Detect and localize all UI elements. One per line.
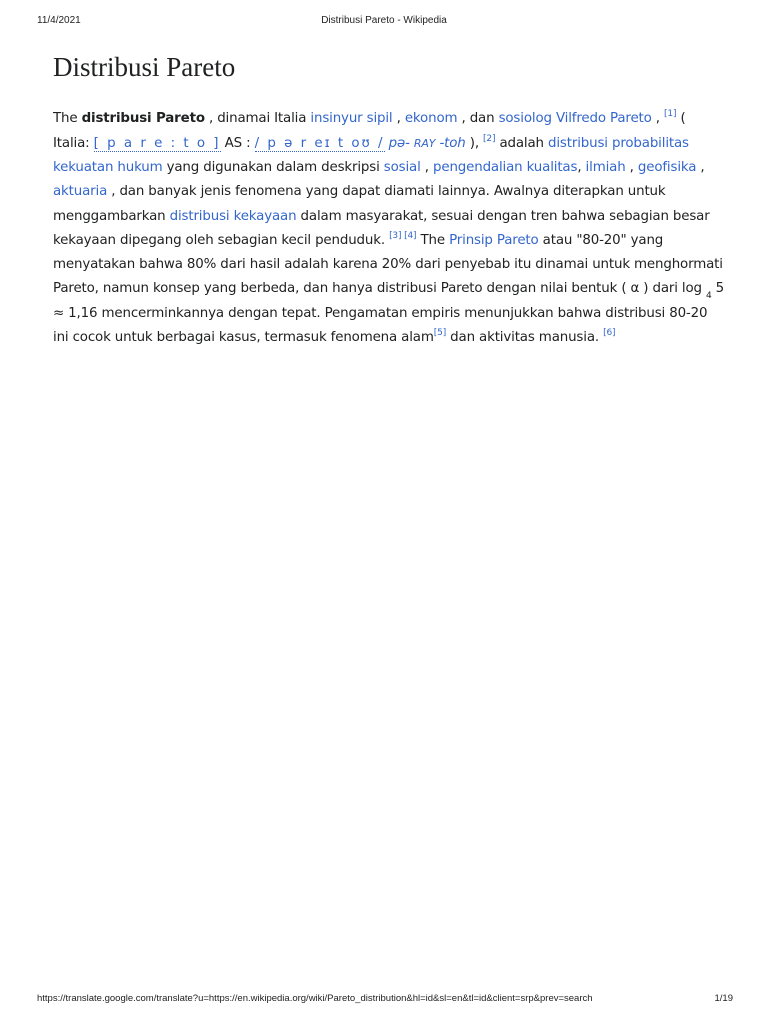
respelling xyxy=(385,136,466,151)
text: , xyxy=(625,159,638,175)
text: , xyxy=(651,111,665,127)
ipa-italian[interactable]: [ p a r e : t o ] xyxy=(93,135,221,151)
link-ilmiah[interactable]: ilmiah xyxy=(585,159,626,175)
link-sosiolog[interactable]: sosiolog xyxy=(498,111,552,127)
bold-term: distribusi Pareto xyxy=(81,111,205,127)
ref-link-2[interactable]: [2] xyxy=(483,133,496,144)
link-distribusi-probabilitas-kekuatan-hukum[interactable]: distribusi probabilitas kekuatan hukum xyxy=(53,135,689,175)
text: AS : xyxy=(220,135,255,151)
text: The xyxy=(53,111,82,127)
text: adalah xyxy=(495,135,548,151)
respelling-part: pə- xyxy=(384,135,414,151)
link-insinyur-sipil[interactable]: insinyur sipil xyxy=(310,111,393,127)
ipa-us[interactable]: / p ə r eɪ t oʊ / xyxy=(254,135,385,151)
link-geofisika[interactable]: geofisika xyxy=(637,159,697,175)
text: , xyxy=(420,159,434,175)
link-pengendalian-kualitas[interactable]: pengendalian kualitas xyxy=(433,159,578,175)
alpha-symbol: α xyxy=(630,281,640,297)
text: atau "80-20" yang menyatakan bahwa 80% dari hasil adalah karena 20% dari penyebab itu dinamai untuk menghormati Pareto, namun konsep yang berbeda, dan hanya distribusi Pareto dengan nilai bentuk ( xyxy=(53,232,723,297)
link-distribusi-kekayaan[interactable]: distribusi kekayaan xyxy=(169,208,297,224)
print-date: 11/4/2021 xyxy=(37,15,81,26)
text: , dan banyak jenis fenomena yang dapat diamati lainnya. Awalnya diterapkan untuk menggambarkan xyxy=(53,184,666,224)
text: dan aktivitas manusia. xyxy=(446,330,604,346)
text: , dan xyxy=(457,111,499,127)
link-ekonom[interactable]: ekonom xyxy=(404,111,458,127)
text: , xyxy=(577,159,586,175)
text: , xyxy=(392,111,405,127)
respelling-stress: RAY xyxy=(413,136,436,150)
ref-link-4[interactable]: [4] xyxy=(404,230,417,241)
log-base-subscript: 4 xyxy=(705,291,712,302)
link-prinsip-pareto[interactable]: Prinsip Pareto xyxy=(449,232,539,248)
text: ) dari log xyxy=(639,281,706,297)
link-vilfredo-pareto[interactable]: Vilfredo Pareto xyxy=(555,111,652,127)
respelling-part: -toh xyxy=(435,135,466,151)
ref-link-3[interactable]: [3] xyxy=(389,230,402,241)
link-sosial[interactable]: sosial xyxy=(383,159,421,175)
article-lead-paragraph xyxy=(53,107,725,350)
article-title: Distribusi Pareto xyxy=(53,52,236,82)
text: The xyxy=(416,232,450,248)
text: , xyxy=(696,159,705,175)
ref-link-5[interactable]: [5] xyxy=(433,328,447,339)
ref-link-6[interactable]: [6] xyxy=(603,328,616,339)
text: 5 ≈ 1,16 mencerminkannya dengan tepat. Pengamatan empiris menunjukkan bahwa distribusi 80-20 ini cocok untuk berbagai kasus, termasuk fenomena alam xyxy=(53,281,725,346)
print-source-url: https://translate.google.com/translate?u=https://en.wikipedia.org/wiki/Pareto_distribution&hl=id&sl=en&tl=id&client=srp&prev=search xyxy=(37,993,593,1004)
print-page-number: 1/19 xyxy=(714,993,733,1004)
print-page-title: Distribusi Pareto - Wikipedia xyxy=(321,15,447,26)
text: dalam masyarakat, sesuai dengan tren bahwa sebagian besar kekayaan dipegang oleh sebagian kecil penduduk. xyxy=(53,208,710,248)
text: yang digunakan dalam deskripsi xyxy=(162,159,384,175)
link-aktuaria[interactable]: aktuaria xyxy=(53,184,108,200)
ref-link-1[interactable]: [1] xyxy=(664,109,677,120)
text: , dinamai Italia xyxy=(204,111,311,127)
text: ( Italia: xyxy=(53,111,686,151)
text: ), xyxy=(465,135,484,151)
